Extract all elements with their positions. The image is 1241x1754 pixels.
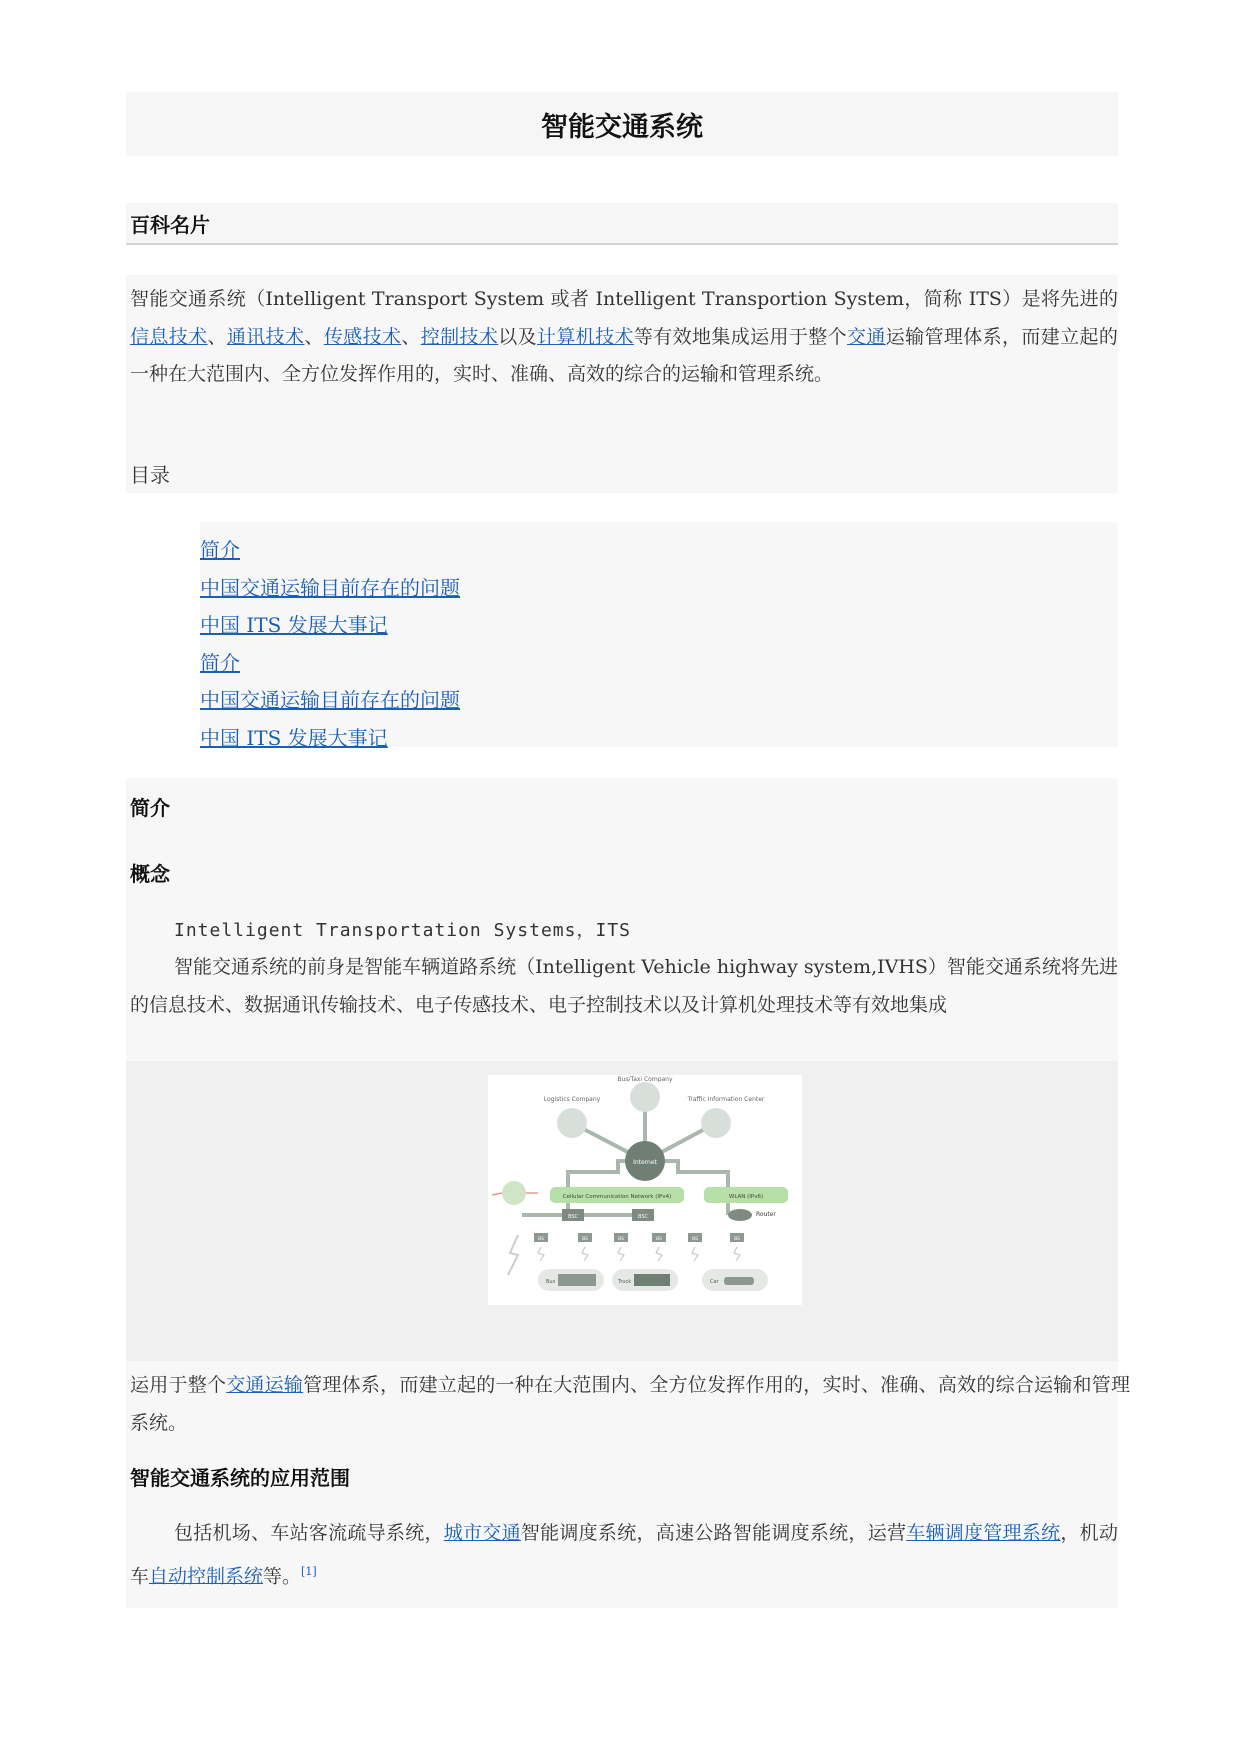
link-computer-tech[interactable]: 计算机技术 xyxy=(537,325,634,348)
toc-item xyxy=(200,607,460,645)
section-heading: 简介 xyxy=(130,796,170,820)
link-city-traffic[interactable]: 城市交通 xyxy=(443,1522,521,1544)
table-of-contents xyxy=(200,522,1118,750)
svg-text:BS: BS xyxy=(618,1237,624,1242)
concept-paragraph: 智能交通系统的前身是智能车辆道路系统（Intelligent Vehicle highway system,IVHS）智能交通系统将先进的信息技术、数据通讯传输技术、电子传感技术、电子控制技术以及计算机处理技术等有效地集成 xyxy=(130,956,1118,1016)
svg-text:BS: BS xyxy=(582,1237,588,1242)
toc-item xyxy=(200,570,460,608)
link-info-tech[interactable]: 信息技术 xyxy=(130,325,208,348)
svg-text:BS: BS xyxy=(656,1237,662,1242)
link-comm-tech[interactable]: 通讯技术 xyxy=(226,325,305,348)
toc-link-intro-2[interactable]: 简介 xyxy=(200,650,240,675)
link-traffic[interactable]: 交通 xyxy=(847,325,886,348)
link-transport[interactable]: 交通运输 xyxy=(226,1374,304,1396)
summary-panel xyxy=(126,275,1118,493)
link-sensor-tech[interactable]: 传感技术 xyxy=(323,325,402,348)
svg-text:BSC: BSC xyxy=(567,1214,579,1220)
toc-link-history-2[interactable]: 中国 ITS 发展大事记 xyxy=(200,725,388,750)
label-traffic-info: Traffic Information Center xyxy=(687,1096,765,1103)
toc-link-problems-2[interactable]: 中国交通运输目前存在的问题 xyxy=(200,688,460,712)
svg-text:BS: BS xyxy=(692,1237,698,1242)
label-cellular: Cellular Communication Network (IPv4) xyxy=(562,1194,672,1200)
concept-heading: 概念 xyxy=(130,862,170,886)
toc-item xyxy=(200,682,460,720)
mobile-user-icon xyxy=(502,1181,526,1205)
toc-link-history[interactable]: 中国 ITS 发展大事记 xyxy=(200,613,388,637)
toc-link-problems[interactable]: 中国交通运输目前存在的问题 xyxy=(200,575,460,600)
label-internet: Internet xyxy=(633,1159,657,1166)
application-paragraph: 包括机场、车站客流疏导系统，城市交通智能调度系统，高速公路智能调度系统，运营车辆调度管理系统，机动车自动控制系统等。[1] xyxy=(130,1522,1118,1587)
card-heading: 百科名片 xyxy=(130,213,210,237)
bus-company-node xyxy=(630,1082,660,1112)
label-truck: Truck xyxy=(618,1279,632,1285)
network-diagram-svg xyxy=(488,1075,802,1305)
label-logistics: Logistics Company xyxy=(543,1096,601,1103)
label-bus: Bus xyxy=(546,1279,556,1285)
its-network-diagram xyxy=(488,1075,802,1305)
link-control-tech[interactable]: 控制技术 xyxy=(420,325,499,348)
toc-item xyxy=(200,720,460,758)
traffic-info-node xyxy=(701,1108,731,1138)
logistics-node xyxy=(557,1108,587,1138)
card-header xyxy=(126,203,1118,245)
toc-link-intro[interactable]: 简介 xyxy=(200,538,240,562)
intro-section xyxy=(126,778,1130,1608)
label-bus-company: Bus/Taxi Company xyxy=(617,1076,673,1083)
title-bar xyxy=(126,92,1118,156)
toc-label: 目录 xyxy=(130,463,170,487)
label-router: Router xyxy=(756,1211,776,1218)
svg-text:BSC: BSC xyxy=(637,1214,649,1220)
svg-text:BS: BS xyxy=(538,1237,544,1242)
reference-marker[interactable]: [1] xyxy=(301,1564,317,1578)
label-car: Car xyxy=(710,1279,719,1285)
label-wlan: WLAN (IPv6) xyxy=(728,1194,764,1200)
figure-panel xyxy=(126,1061,1118,1361)
link-vehicle-dispatch[interactable]: 车辆调度管理系统 xyxy=(906,1522,1061,1544)
toc-item xyxy=(200,645,460,683)
svg-text:BS: BS xyxy=(734,1237,740,1242)
bus-icon xyxy=(558,1274,596,1286)
concept-paragraph-continued: 运用于整个交通运输管理体系，而建立起的一种在大范围内、全方位发挥作用的，实时、准确、高效的综合运输和管理系统。 xyxy=(130,1374,1130,1434)
its-abbrev-line: Intelligent Transportation Systems，ITS xyxy=(174,920,631,941)
car-icon xyxy=(724,1277,754,1285)
truck-icon xyxy=(634,1274,670,1286)
toc-item xyxy=(200,532,460,570)
summary-paragraph: 智能交通系统（Intelligent Transport System 或者 Intelligent Transportion System，简称 ITS）是将先进的信息技术、通讯技术、传感技术、控制技术以及计算机技术等有效地集成运用于整个交通运输管理体系，而建立起的一种在大范围内、全方位发挥作用的，实时、准确、高效的综合的运输和管理系统。 xyxy=(130,288,1118,385)
router-icon xyxy=(728,1209,752,1221)
page-title: 智能交通系统 xyxy=(541,111,703,143)
application-heading: 智能交通系统的应用范围 xyxy=(130,1466,350,1490)
link-auto-control[interactable]: 自动控制系统 xyxy=(149,1564,264,1587)
